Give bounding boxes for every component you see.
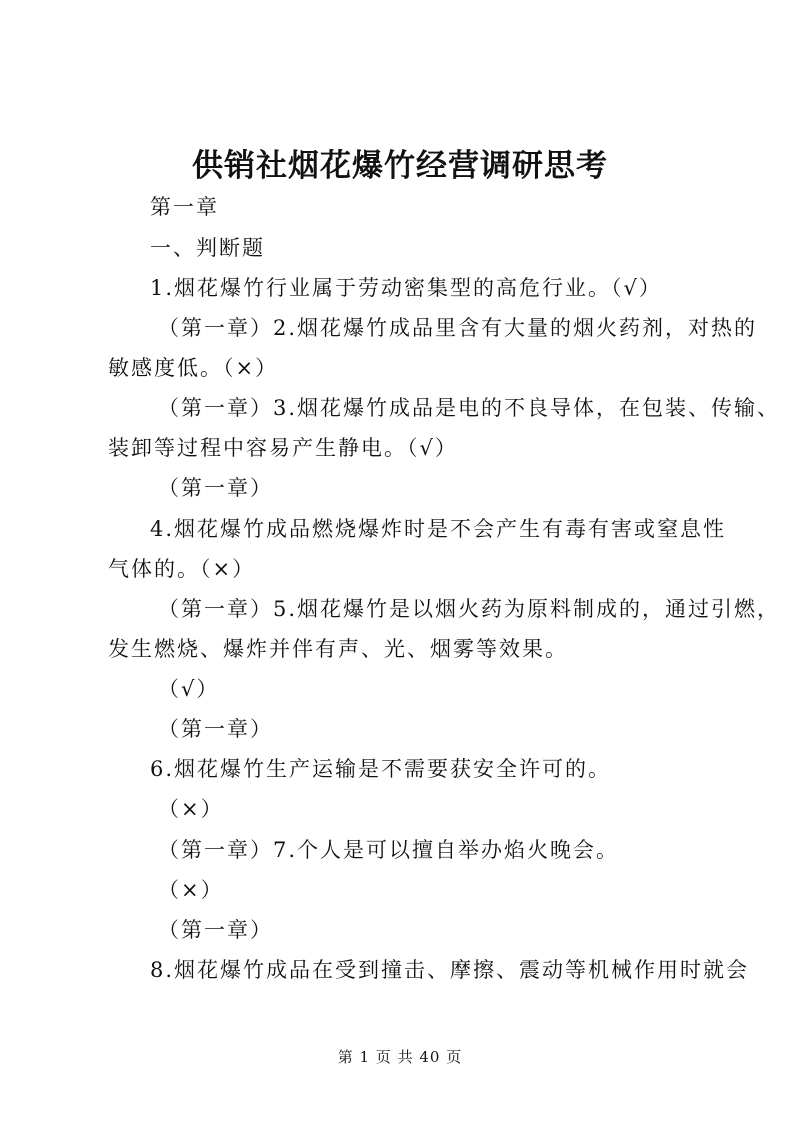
text-line: （第一章）2.烟花爆竹成品里含有大量的烟火药剂，对热的: [158, 316, 758, 340]
text-line: （第一章）: [158, 717, 273, 741]
text-line: （第一章）: [158, 476, 273, 500]
text-line: （第一章）: [158, 918, 273, 942]
text-line: 气体的。（×）: [108, 557, 256, 581]
text-line: （×）: [158, 878, 224, 902]
text-line: （√）: [158, 677, 220, 701]
text-line: （第一章）3.烟花爆竹成品是电的不良导体，在包装、传输、: [158, 396, 781, 420]
text-line: 4.烟花爆竹成品燃烧爆炸时是不会产生有毒有害或窒息性: [150, 517, 727, 541]
text-line: 1.烟花爆竹行业属于劳动密集型的高危行业。（√）: [150, 276, 662, 300]
text-line: 8.烟花爆竹成品在受到撞击、摩擦、震动等机械作用时就会: [150, 958, 750, 982]
text-line-chapter: 第一章: [150, 195, 219, 219]
text-line: （第一章）7.个人是可以擅自举办焰火晚会。: [158, 838, 620, 862]
document-title: 供销社烟花爆竹经营调研思考: [192, 148, 608, 184]
text-line: 6.烟花爆竹生产运输是不需要获安全许可的。: [150, 757, 612, 781]
page-footer: 第 1 页 共 40 页: [337, 1048, 463, 1066]
text-line-section: 一、判断题: [150, 236, 265, 260]
text-line: 敏感度低。（×）: [108, 356, 279, 380]
text-line: 发生燃烧、爆炸并伴有声、光、烟雾等效果。: [108, 637, 568, 661]
text-line: （第一章）5.烟花爆竹是以烟火药为原料制成的，通过引燃，: [158, 597, 781, 621]
text-line: 装卸等过程中容易产生静电。（√）: [108, 436, 458, 460]
text-line: （×）: [158, 797, 224, 821]
